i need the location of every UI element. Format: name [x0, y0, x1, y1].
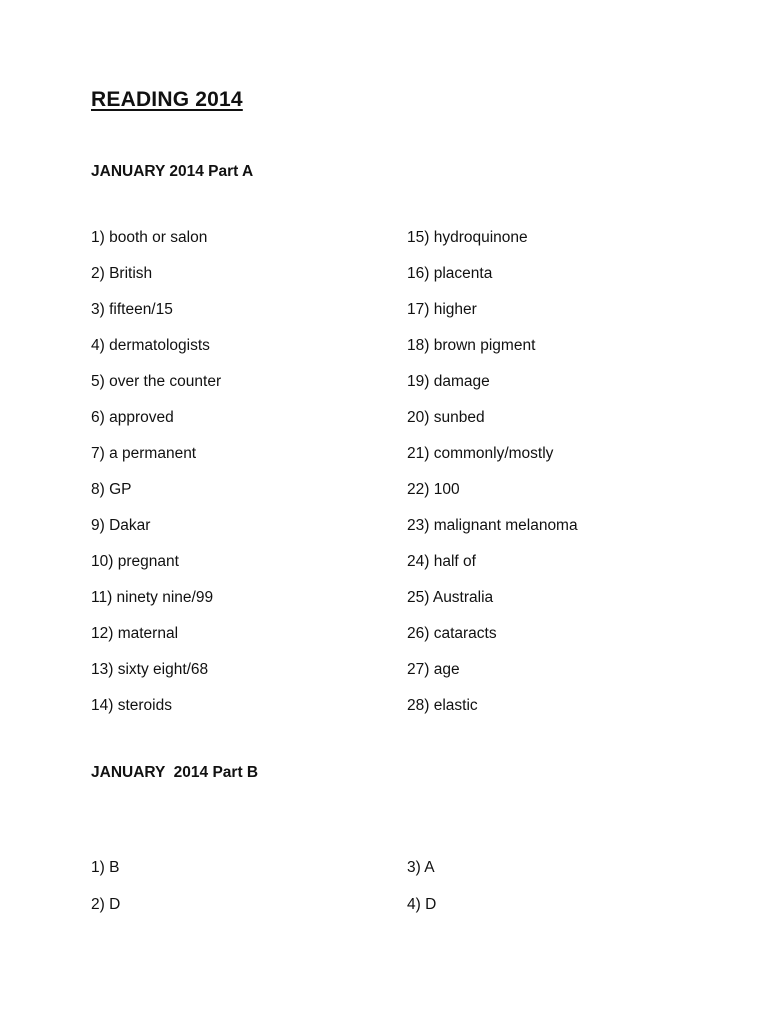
- list-item: 2) British: [91, 265, 153, 282]
- list-item: 22) 100: [407, 481, 460, 498]
- list-item: 9) Dakar: [91, 517, 151, 534]
- list-item: 25) Australia: [407, 589, 494, 606]
- list-item: 4) dermatologists: [91, 337, 210, 354]
- list-item: 10) pregnant: [91, 553, 179, 570]
- list-item: 16) placenta: [407, 265, 493, 282]
- page-title: READING 2014: [91, 88, 243, 111]
- list-item: 21) commonly/mostly: [407, 445, 554, 462]
- list-item: 5) over the counter: [91, 373, 222, 390]
- list-item: 2) D: [91, 896, 121, 913]
- list-item: 23) malignant melanoma: [407, 517, 578, 534]
- list-item: 26) cataracts: [407, 625, 497, 642]
- list-item: 3) fifteen/15: [91, 301, 173, 318]
- part-a-heading: JANUARY 2014 Part A: [91, 163, 254, 180]
- list-item: 17) higher: [407, 301, 477, 318]
- list-item: 13) sixty eight/68: [91, 661, 209, 678]
- list-item: 8) GP: [91, 481, 132, 498]
- list-item: 27) age: [407, 661, 460, 678]
- list-item: 15) hydroquinone: [407, 229, 528, 246]
- list-item: 20) sunbed: [407, 409, 485, 426]
- list-item: 1) booth or salon: [91, 229, 208, 246]
- list-item: 28) elastic: [407, 697, 478, 714]
- list-item: 18) brown pigment: [407, 337, 536, 354]
- list-item: 7) a permanent: [91, 445, 197, 462]
- list-item: 4) D: [407, 896, 437, 913]
- list-item: 12) maternal: [91, 625, 179, 642]
- list-item: 6) approved: [91, 409, 174, 426]
- list-item: 1) B: [91, 859, 120, 876]
- list-item: 11) ninety nine/99: [91, 589, 214, 606]
- list-item: 19) damage: [407, 373, 490, 390]
- part-b-heading: JANUARY 2014 Part B: [91, 764, 259, 781]
- list-item: 3) A: [407, 859, 435, 876]
- list-item: 24) half of: [407, 553, 476, 570]
- list-item: 14) steroids: [91, 697, 172, 714]
